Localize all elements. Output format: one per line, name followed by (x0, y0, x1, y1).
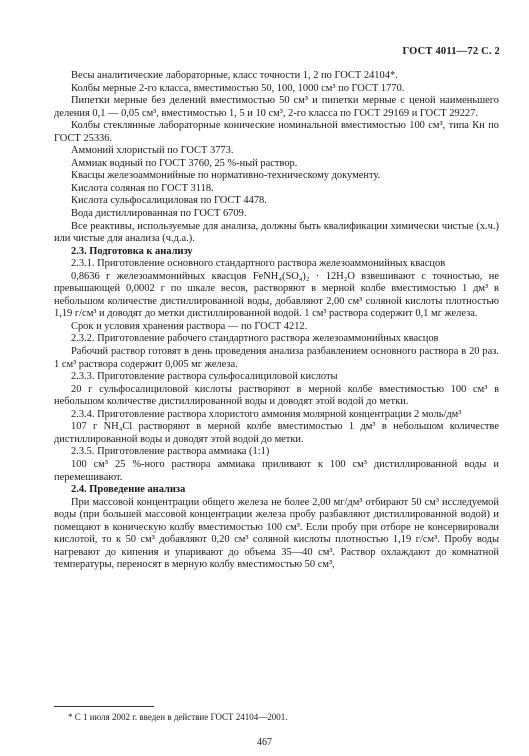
paragraph: Весы аналитические лабораторные, класс точности 1, 2 по ГОСТ 24104*. (71, 70, 398, 81)
paragraph: Кислота соляная по ГОСТ 3118. (71, 182, 214, 194)
paragraph: При массовой концентрации общего железа не более 2,00 мг/дм³ отбирают 50 см³ исследуемой воды (при большей массовой концентрации железа пробу разбавляют дистиллированной водой) и помещают в коническую колбу вместимостью 100 см³. Если пробу при отборе не консервировали кислотой, то к 50 см³ добавляют 0,20 см³ соляной кислоты плотностью 1,19 г/см³. Пробу воды нагревают до кипения и упаривают до объема 35—40 см³. Раствор охлаждают до комнатной температуры, переносят в мерную колбу вместимостью 50 см³, (54, 496, 499, 571)
paragraph: Срок и условия хранения раствора — по ГОСТ 4212. (71, 320, 308, 332)
paragraph: Вода дистиллированная по ГОСТ 6709. (71, 208, 247, 220)
subsection-heading: 2.3.5. Приготовление раствора аммиака (1:1) (71, 446, 270, 458)
page-number: 467 (257, 737, 272, 748)
paragraph: Колбы мерные 2-го класса, вместимостью 50, 100, 1000 см³ по ГОСТ 1770. (71, 82, 405, 94)
subsection-heading: 2.3.4. Приготовление раствора хлористого аммония молярной концентрации 2 моль/дм³ (71, 408, 462, 420)
subsection-heading: 2.3.3. Приготовление раствора сульфосалициловой кислоты (71, 371, 338, 383)
paragraph: Все реактивы, используемые для анализа, должны быть квалификации химически чистые (х.ч.) или чистые для анализа (ч.д.а.). (54, 220, 499, 245)
paragraph: Аммиак водный по ГОСТ 3760, 25 %-ный раствор. (71, 157, 298, 169)
document-body (54, 70, 499, 572)
subsection-heading: 2.3.2. Приготовление рабочего стандартного раствора железоаммонийных квасцов (71, 333, 439, 345)
paragraph: Кислота сульфосалициловая по ГОСТ 4478. (71, 195, 267, 207)
paragraph: 20 г сульфосалициловой кислоты растворяют в мерной колбе вместимостью 100 см³ в небольшом количестве дистиллированной воды и доводят этой водой до метки. (54, 383, 499, 408)
footnote: * С 1 июля 2002 г. введен в действие ГОСТ 24104—2001. (68, 712, 288, 722)
subsection-heading: 2.3.1. Приготовление основного стандартного раствора железоаммонийных квасцов (71, 258, 446, 270)
page-header: ГОСТ 4011—72 С. 2 (402, 46, 500, 57)
paragraph: 100 см³ 25 %-ного раствора аммиака приливают к 100 см³ дистиллированной воды и перемешивают. (54, 458, 499, 483)
paragraph: 107 г NH₄Cl растворяют в мерной колбе вместимостью 1 дм³ в небольшом количестве дистиллированной воды и доводят этой водой до метки. (54, 421, 499, 445)
paragraph: 0,8636 г железоаммонийных квасцов FeNH₄(SO₄)₂ · 12H₂O взвешивают с точностью, не превышающей 0,0002 г по шкале весов, растворяют в мерной колбе вместимостью 1 дм³ в небольшом количестве дистиллированной воды, добавляют 2,00 см³ соляной кислоты плотностью 1,19 г/см³ и доводят до метки дистиллированной водой. 1 см³ раствора содержит 0,1 мг железа. (54, 270, 499, 320)
paragraph: Пипетки мерные без делений вместимостью 50 см³ и пипетки мерные с ценой наименьшего деления 0,1 — 0,05 см³, вместимостью 1, 5 и 10 см³, 2-го класса по ГОСТ 29169 и ГОСТ 29227. (54, 95, 499, 119)
section-heading: 2.3. Подготовка к анализу (71, 245, 193, 257)
footnote-divider (54, 706, 154, 707)
paragraph: Колбы стеклянные лабораторные конические номинальной вместимостью 100 см³, типа Кн по ГОСТ 25336. (54, 120, 499, 144)
paragraph: Аммоний хлористый по ГОСТ 3773. (71, 145, 234, 157)
paragraph: Квасцы железоаммонийные по нормативно-техническому документу. (71, 170, 381, 182)
paragraph: Рабочий раствор готовят в день проведения анализа разбавлением основного раствора в 20 раз. 1 см³ раствора содержит 0,005 мг железа. (54, 346, 499, 370)
section-heading: 2.4. Проведение анализа (71, 484, 186, 496)
